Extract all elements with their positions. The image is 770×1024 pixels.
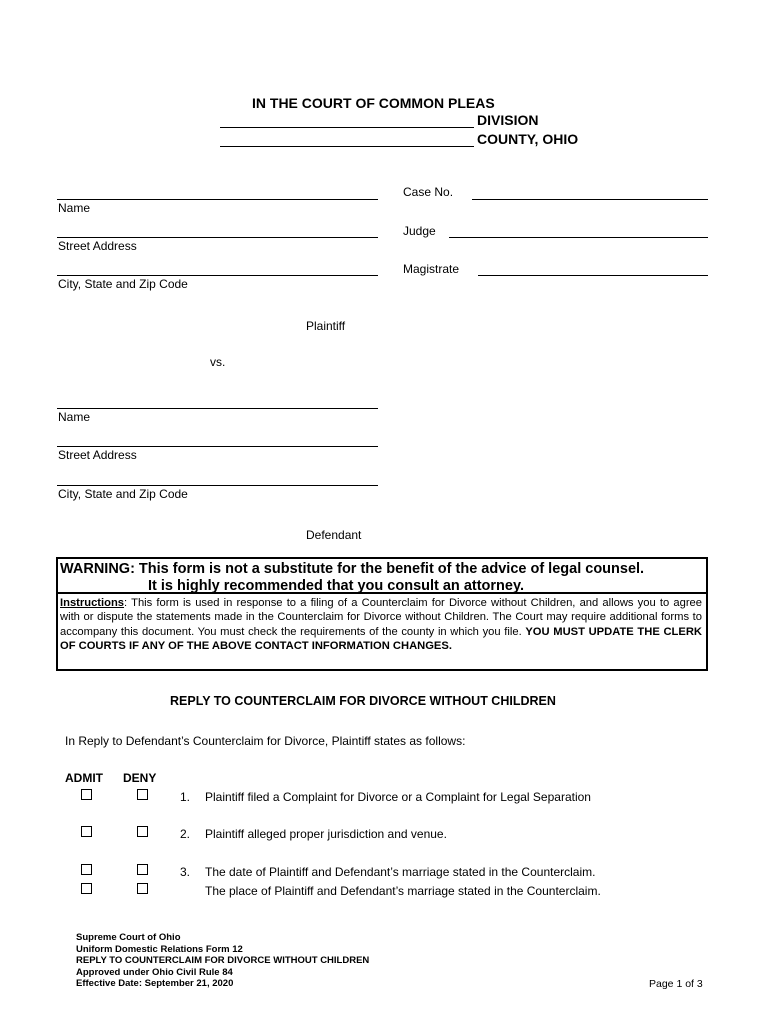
instructions-body: : This form is used in response to a filing of a Counterclaim for Divorce without Children, and allows you to agree with or dispute the statements made in the Counterclaim for Divorce without Children. The Court may require additional forms to accompany this document. You must check the requirements of the county in which you file.	[60, 597, 702, 638]
admit-column-header: ADMIT	[65, 771, 103, 785]
court-title: IN THE COURT OF COMMON PLEAS	[252, 95, 495, 111]
intro-text: In Reply to Defendant’s Counterclaim for Divorce, Plaintiff states as follows:	[65, 734, 466, 748]
instructions-text	[58, 594, 706, 654]
plaintiff-city-field[interactable]	[57, 275, 378, 276]
defendant-role-label: Defendant	[306, 528, 362, 542]
item-number-1: 1.	[180, 790, 191, 804]
admit-checkbox-3a[interactable]	[81, 864, 92, 875]
item-number-3: 3.	[180, 865, 191, 879]
instructions-update-notice: YOU MUST UPDATE THE CLERK OF COURTS IF ANY OF THE ABOVE CONTACT INFORMATION CHANGES.	[60, 625, 702, 653]
plaintiff-name-field[interactable]	[57, 199, 378, 200]
footer-line-3: REPLY TO COUNTERCLAIM FOR DIVORCE WITHOUT CHILDREN	[76, 955, 370, 966]
deny-checkbox-1[interactable]	[137, 789, 148, 800]
judge-label: Judge	[403, 224, 436, 238]
item-text-3b: The place of Plaintiff and Defendant’s marriage stated in the Counterclaim.	[205, 884, 601, 898]
warning-box	[56, 557, 708, 671]
county-blank[interactable]	[220, 146, 474, 147]
item-text-3a: The date of Plaintiff and Defendant’s marriage stated in the Counterclaim.	[205, 865, 596, 879]
footer-line-4: Approved under Ohio Civil Rule 84	[76, 966, 233, 978]
deny-checkbox-3a[interactable]	[137, 864, 148, 875]
judge-field[interactable]	[449, 237, 708, 238]
division-blank[interactable]	[220, 127, 474, 128]
form-title: REPLY TO COUNTERCLAIM FOR DIVORCE WITHOUT CHILDREN	[170, 694, 556, 708]
footer-block	[76, 932, 369, 990]
defendant-name-field[interactable]	[57, 408, 378, 409]
case-no-label: Case No.	[403, 185, 454, 199]
item-text-2: Plaintiff alleged proper jurisdiction and venue.	[205, 827, 447, 841]
item-text-1: Plaintiff filed a Complaint for Divorce or a Complaint for Legal Separation	[205, 790, 591, 804]
admit-checkbox-2[interactable]	[81, 826, 92, 837]
page-number: Page 1 of 3	[649, 978, 703, 990]
versus-label: vs.	[210, 355, 226, 369]
footer-line-5: Effective Date: September 21, 2020	[76, 978, 234, 989]
magistrate-label: Magistrate	[403, 262, 460, 276]
defendant-street-field[interactable]	[57, 446, 378, 447]
footer-line-2: Uniform Domestic Relations Form 12	[76, 943, 243, 955]
division-label: DIVISION	[477, 112, 539, 128]
magistrate-field[interactable]	[478, 275, 708, 276]
defendant-city-label: City, State and Zip Code	[58, 487, 188, 501]
plaintiff-name-label: Name	[58, 201, 91, 215]
footer-line-1: Supreme Court of Ohio	[76, 932, 181, 943]
deny-column-header: DENY	[123, 771, 157, 785]
plaintiff-role-label: Plaintiff	[306, 319, 346, 333]
warning-heading	[58, 559, 706, 594]
warning-line-1: WARNING: This form is not a substitute for the benefit of the advice of legal counsel.	[60, 561, 645, 577]
admit-checkbox-1[interactable]	[81, 789, 92, 800]
case-no-field[interactable]	[472, 199, 708, 200]
item-number-2: 2.	[180, 827, 191, 841]
instructions-label: Instructions	[60, 597, 125, 609]
defendant-name-label: Name	[58, 410, 91, 424]
county-label: COUNTY, OHIO	[477, 131, 579, 147]
plaintiff-city-label: City, State and Zip Code	[58, 277, 188, 291]
admit-checkbox-3b[interactable]	[81, 883, 92, 894]
defendant-street-label: Street Address	[58, 448, 137, 462]
plaintiff-street-field[interactable]	[57, 237, 378, 238]
defendant-city-field[interactable]	[57, 485, 378, 486]
deny-checkbox-2[interactable]	[137, 826, 148, 837]
deny-checkbox-3b[interactable]	[137, 883, 148, 894]
warning-line-2: It is highly recommended that you consult an attorney.	[148, 578, 524, 594]
plaintiff-street-label: Street Address	[58, 239, 137, 253]
